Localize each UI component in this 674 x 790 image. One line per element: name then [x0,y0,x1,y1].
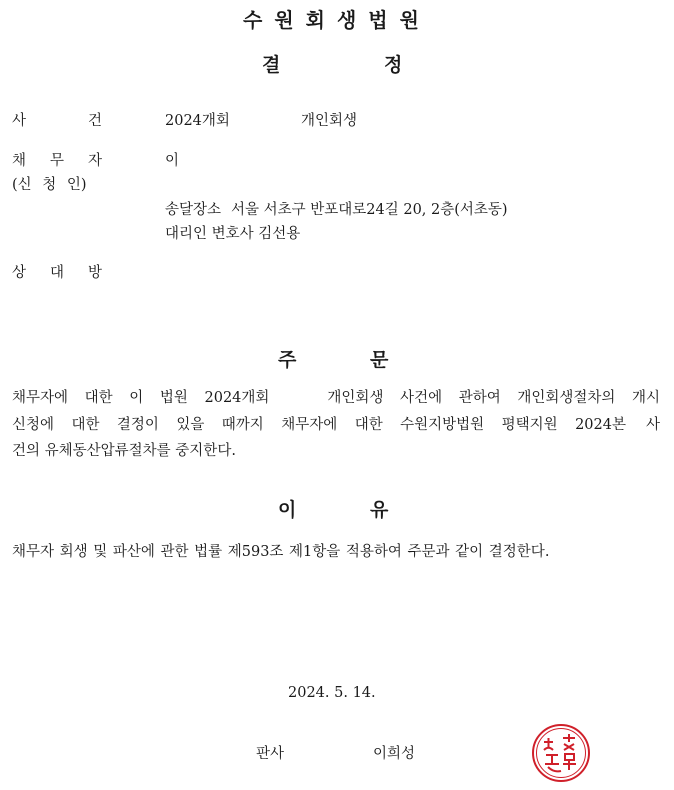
address-label: 송달장소 [165,202,222,218]
order-line-2-b: 사 [645,416,660,433]
case-number: 2024개회 [165,113,230,129]
order-line-1-b: 개인회생 사건에 관하여 개인회생절차의 개시 [327,390,660,406]
court-name: 수원회생법원 [243,8,431,32]
counterparty-label-char-2: 대 [50,265,65,281]
address: 서울 서초구 반포대로24길 20, 2층(서초동) [231,202,508,218]
order-text [12,385,660,465]
reason-heading-right: 유 [370,499,389,521]
counterparty-label-char-3: 방 [88,265,103,281]
decision-date: 2024. 5. 14. [288,685,376,701]
order-line-2-a: 신청에 대한 결정이 있을 때까지 채무자에 대한 수원지방법원 평택지원 2024본 [12,416,626,433]
order-heading-left: 주 [278,349,297,371]
reason-heading-left: 이 [278,499,297,521]
reason-text: 채무자 회생 및 파산에 관한 법률 제593조 제1항을 적용하여 주문과 같이 결정한다. [12,544,550,560]
judge-name: 이희성 [373,746,416,762]
doc-type-left: 결 [262,54,281,76]
debtor-label-char-3: 자 [88,153,103,169]
order-line-3: 건의 유체동산압류절차를 중지한다. [12,443,236,459]
order-line-2 [12,412,660,439]
order-line-1 [12,385,660,412]
debtor-label-char-2: 무 [50,153,65,169]
doc-type-right: 정 [384,54,403,76]
debtor-name: 이 [165,153,180,169]
judge-title: 판사 [256,746,285,762]
case-type: 개인회생 [301,113,358,129]
case-label-char-2: 건 [88,113,103,129]
order-heading-right: 문 [370,349,389,371]
case-label-char-1: 사 [12,113,27,129]
order-line-1-a: 채무자에 대한 이 법원 2024개회 [12,390,270,406]
applicant-label: (신 청 인) [12,177,87,193]
agent: 대리인 변호사 김선용 [165,226,301,242]
counterparty-label-char-1: 상 [12,265,27,281]
judge-seal-icon [530,722,592,784]
debtor-label-char-1: 채 [12,153,27,169]
